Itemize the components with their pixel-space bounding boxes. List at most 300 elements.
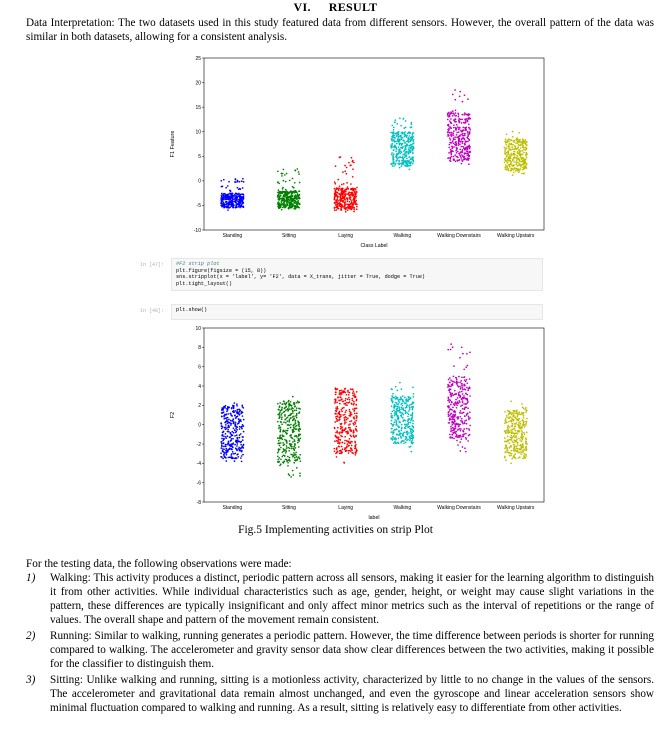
data-point xyxy=(408,410,410,412)
data-point xyxy=(233,427,235,429)
data-point xyxy=(517,165,519,167)
data-point xyxy=(347,186,349,188)
y-tick-label: 0 xyxy=(198,178,201,185)
data-point xyxy=(287,408,289,410)
data-point xyxy=(283,448,285,450)
data-point xyxy=(235,178,237,180)
data-point xyxy=(334,193,336,195)
data-point xyxy=(392,157,394,159)
data-point xyxy=(469,146,471,148)
data-point xyxy=(525,424,527,426)
data-point xyxy=(234,458,236,460)
data-point xyxy=(448,147,450,149)
data-point xyxy=(277,170,279,172)
data-point xyxy=(412,434,414,436)
data-point xyxy=(343,391,345,393)
data-point xyxy=(281,456,283,458)
data-point xyxy=(454,410,456,412)
data-point xyxy=(452,418,454,420)
data-point xyxy=(511,153,513,155)
data-point xyxy=(515,139,517,141)
data-point xyxy=(348,402,350,404)
data-point xyxy=(232,451,234,453)
data-point xyxy=(408,432,410,434)
data-point xyxy=(466,414,468,416)
y-tick-label: 20 xyxy=(195,80,201,87)
data-point xyxy=(288,406,290,408)
data-point xyxy=(406,439,408,441)
data-point xyxy=(281,407,283,409)
data-point xyxy=(412,152,414,154)
data-point xyxy=(296,402,298,404)
data-point xyxy=(396,135,398,137)
data-point xyxy=(525,146,527,148)
data-point xyxy=(520,426,522,428)
data-point xyxy=(504,411,506,413)
data-point xyxy=(285,189,287,191)
data-point xyxy=(455,115,457,117)
data-point xyxy=(293,187,295,189)
data-point xyxy=(515,422,517,424)
data-point xyxy=(222,458,224,460)
data-point xyxy=(456,137,458,139)
data-point xyxy=(223,436,225,438)
data-point xyxy=(278,417,280,419)
data-point xyxy=(282,173,284,175)
data-point xyxy=(459,95,461,97)
data-point xyxy=(227,194,229,196)
data-point xyxy=(353,416,355,418)
data-point xyxy=(405,151,407,153)
data-point xyxy=(449,113,451,115)
data-point xyxy=(345,211,347,213)
data-point xyxy=(515,441,517,443)
data-point xyxy=(297,442,299,444)
data-point xyxy=(348,207,350,209)
data-point xyxy=(291,444,293,446)
data-point xyxy=(227,457,229,459)
data-point xyxy=(336,418,338,420)
data-point xyxy=(405,147,407,149)
data-point xyxy=(343,200,345,202)
data-point xyxy=(517,141,519,143)
data-point xyxy=(458,392,460,394)
data-point xyxy=(229,437,231,439)
data-point xyxy=(345,189,347,191)
data-point xyxy=(334,207,336,209)
data-point xyxy=(390,144,392,146)
data-point xyxy=(510,455,512,457)
data-point xyxy=(450,379,452,381)
data-point xyxy=(455,377,457,379)
data-point xyxy=(504,441,506,443)
data-point xyxy=(402,143,404,145)
data-point xyxy=(506,155,508,157)
data-point xyxy=(394,404,396,406)
data-point xyxy=(350,414,352,416)
data-point xyxy=(505,432,507,434)
data-point xyxy=(412,423,414,425)
data-point xyxy=(398,437,400,439)
x-tick-label: Walking xyxy=(393,505,412,511)
data-point xyxy=(465,392,467,394)
data-point xyxy=(345,398,347,400)
data-point xyxy=(342,401,344,403)
data-point xyxy=(221,441,223,443)
data-point xyxy=(242,424,244,426)
data-point xyxy=(448,152,450,154)
data-point xyxy=(235,181,237,183)
data-point xyxy=(518,158,520,160)
data-point xyxy=(233,421,235,423)
data-point xyxy=(398,400,400,402)
data-point xyxy=(396,408,398,410)
data-point xyxy=(508,141,510,143)
data-point xyxy=(277,421,279,423)
data-point xyxy=(458,139,460,141)
data-point xyxy=(391,396,393,398)
data-point xyxy=(280,429,282,431)
data-point xyxy=(467,115,469,117)
data-point xyxy=(505,164,507,166)
data-point xyxy=(412,387,414,389)
data-point xyxy=(447,400,449,402)
data-point xyxy=(469,129,471,131)
y-tick-label: 10 xyxy=(195,129,201,136)
data-point xyxy=(467,135,469,137)
data-point xyxy=(346,402,348,404)
data-point xyxy=(456,156,458,158)
data-point xyxy=(344,195,346,197)
data-point xyxy=(401,427,403,429)
data-point xyxy=(280,447,282,449)
data-point xyxy=(241,461,243,463)
data-point xyxy=(339,446,341,448)
x-tick-label: Sitting xyxy=(282,505,296,511)
data-point xyxy=(465,119,467,121)
data-point xyxy=(447,113,449,115)
data-point xyxy=(398,134,400,136)
strip-series-walking-downstairs xyxy=(447,89,471,165)
data-point xyxy=(334,413,336,415)
data-point xyxy=(295,415,297,417)
data-point xyxy=(279,434,281,436)
code-cell-47[interactable] xyxy=(171,258,543,291)
data-point xyxy=(350,164,352,166)
data-point xyxy=(348,394,350,396)
x-tick-label: Walking xyxy=(393,233,412,239)
data-point xyxy=(466,394,468,396)
data-point xyxy=(349,421,351,423)
section-title: RESULT xyxy=(328,0,378,14)
data-point xyxy=(411,122,413,124)
data-point xyxy=(512,456,514,458)
data-point xyxy=(294,457,296,459)
data-point xyxy=(469,395,471,397)
data-point xyxy=(459,91,461,93)
data-point xyxy=(466,423,468,425)
data-point xyxy=(356,450,358,452)
data-point xyxy=(292,410,294,412)
strip-series-walking-upstairs xyxy=(504,400,528,464)
data-point xyxy=(236,437,238,439)
data-point xyxy=(455,121,457,123)
data-point xyxy=(293,202,295,204)
data-point xyxy=(469,155,471,157)
data-point xyxy=(238,201,240,203)
data-point xyxy=(518,169,520,171)
data-point xyxy=(468,163,470,165)
data-point xyxy=(518,457,520,459)
data-point xyxy=(286,441,288,443)
data-point xyxy=(461,385,463,387)
data-point xyxy=(452,424,454,426)
data-point xyxy=(513,161,515,163)
data-point xyxy=(287,465,289,467)
data-point xyxy=(516,450,518,452)
data-point xyxy=(449,418,451,420)
data-point xyxy=(401,138,403,140)
data-point xyxy=(279,431,281,433)
data-point xyxy=(222,186,224,188)
data-point xyxy=(336,420,338,422)
data-point xyxy=(464,415,466,417)
data-point xyxy=(235,417,237,419)
data-point xyxy=(280,458,282,460)
data-point xyxy=(511,146,513,148)
data-point xyxy=(223,443,225,445)
data-point xyxy=(398,399,400,401)
data-point xyxy=(354,413,356,415)
data-point xyxy=(461,422,463,424)
data-point xyxy=(515,418,517,420)
data-point xyxy=(283,169,285,171)
data-point xyxy=(289,199,291,201)
data-point xyxy=(280,204,282,206)
data-point xyxy=(460,396,462,398)
data-point xyxy=(408,149,410,151)
data-point xyxy=(288,450,290,452)
data-point xyxy=(240,419,242,421)
data-point xyxy=(335,204,337,206)
data-point xyxy=(399,167,401,169)
data-point xyxy=(394,146,396,148)
data-point xyxy=(514,447,516,449)
data-point xyxy=(519,411,521,413)
data-point xyxy=(401,144,403,146)
data-point xyxy=(347,198,349,200)
data-point xyxy=(393,161,395,163)
data-point xyxy=(462,430,464,432)
data-point xyxy=(467,141,469,143)
data-point xyxy=(468,419,470,421)
data-point xyxy=(391,125,393,127)
data-point xyxy=(280,442,282,444)
data-point xyxy=(508,159,510,161)
data-point xyxy=(240,457,242,459)
data-point xyxy=(278,427,280,429)
data-point xyxy=(467,137,469,139)
data-point xyxy=(223,201,225,203)
data-point xyxy=(455,401,457,403)
data-point xyxy=(334,427,336,429)
plot-frame xyxy=(204,328,544,502)
data-point xyxy=(520,166,522,168)
data-point xyxy=(350,196,352,198)
data-point xyxy=(354,421,356,423)
data-point xyxy=(349,450,351,452)
data-point xyxy=(235,441,237,443)
data-point xyxy=(298,408,300,410)
section-heading xyxy=(0,0,671,15)
data-point xyxy=(463,395,465,397)
data-point xyxy=(461,122,463,124)
data-point xyxy=(517,444,519,446)
data-point xyxy=(298,424,300,426)
data-point xyxy=(392,156,394,158)
data-point xyxy=(408,151,410,153)
data-point xyxy=(406,158,408,160)
data-point xyxy=(469,148,471,150)
y-tick-label: -5 xyxy=(196,203,201,210)
data-point xyxy=(509,416,511,418)
data-point xyxy=(393,165,395,167)
data-point xyxy=(351,157,353,159)
data-point xyxy=(456,423,458,425)
data-point xyxy=(228,425,230,427)
data-point xyxy=(397,416,399,418)
data-point xyxy=(458,128,460,130)
data-point xyxy=(452,132,454,134)
data-point xyxy=(394,429,396,431)
data-point xyxy=(225,448,227,450)
data-point xyxy=(353,162,355,164)
data-point xyxy=(237,409,239,411)
data-point xyxy=(460,157,462,159)
data-point xyxy=(278,461,280,463)
data-point xyxy=(523,421,525,423)
data-point xyxy=(506,417,508,419)
data-point xyxy=(232,193,234,195)
data-point xyxy=(280,421,282,423)
data-point xyxy=(505,418,507,420)
data-point xyxy=(459,386,461,388)
data-point xyxy=(460,420,462,422)
data-point xyxy=(292,205,294,207)
data-point xyxy=(337,187,339,189)
data-point xyxy=(448,128,450,130)
data-point xyxy=(402,154,404,156)
data-point xyxy=(226,419,228,421)
data-point xyxy=(282,190,284,192)
data-point xyxy=(281,175,283,177)
y-tick-label: 8 xyxy=(198,345,201,352)
data-point xyxy=(459,357,461,359)
data-point xyxy=(453,365,455,367)
data-point xyxy=(452,94,454,96)
data-point xyxy=(465,451,467,453)
data-point xyxy=(237,423,239,425)
data-point xyxy=(505,144,507,146)
data-point xyxy=(505,166,507,168)
data-point xyxy=(526,157,528,159)
data-point xyxy=(225,424,227,426)
data-point xyxy=(525,441,527,443)
data-point xyxy=(344,388,346,390)
data-point xyxy=(465,127,467,129)
data-point xyxy=(510,435,512,437)
data-point xyxy=(225,437,227,439)
data-point xyxy=(279,195,281,197)
data-point xyxy=(522,144,524,146)
data-point xyxy=(448,379,450,381)
data-point xyxy=(355,203,357,205)
data-point xyxy=(469,411,471,413)
data-point xyxy=(464,94,466,96)
data-point xyxy=(294,405,296,407)
data-point xyxy=(339,450,341,452)
data-point xyxy=(522,424,524,426)
data-point xyxy=(279,436,281,438)
data-point xyxy=(283,435,285,437)
data-point xyxy=(393,405,395,407)
data-point xyxy=(407,399,409,401)
data-point xyxy=(508,430,510,432)
data-point xyxy=(291,405,293,407)
data-point xyxy=(451,151,453,153)
data-point xyxy=(455,109,457,111)
data-point xyxy=(413,132,415,134)
data-point xyxy=(463,147,465,149)
data-point xyxy=(511,414,513,416)
code-cell-48[interactable] xyxy=(171,304,543,320)
data-point xyxy=(225,444,227,446)
data-point xyxy=(283,421,285,423)
data-point xyxy=(409,439,411,441)
data-point xyxy=(510,143,512,145)
data-point xyxy=(354,436,356,438)
data-point xyxy=(392,136,394,138)
data-point xyxy=(393,430,395,432)
data-point xyxy=(351,389,353,391)
data-point xyxy=(336,199,338,201)
data-point xyxy=(520,147,522,149)
data-point xyxy=(354,408,356,410)
data-point xyxy=(518,145,520,147)
data-point xyxy=(456,124,458,126)
data-point xyxy=(230,423,232,425)
data-point xyxy=(515,142,517,144)
data-point xyxy=(525,449,527,451)
data-point xyxy=(467,401,469,403)
data-point xyxy=(392,393,394,395)
data-point xyxy=(466,153,468,155)
data-point xyxy=(239,434,241,436)
data-point xyxy=(453,438,455,440)
data-point xyxy=(344,400,346,402)
data-point xyxy=(230,457,232,459)
data-point xyxy=(458,143,460,145)
data-point xyxy=(403,140,405,142)
data-point xyxy=(351,398,353,400)
data-point xyxy=(354,394,356,396)
data-point xyxy=(285,431,287,433)
data-point xyxy=(505,141,507,143)
data-point xyxy=(296,436,298,438)
y-tick-label: -8 xyxy=(196,499,201,506)
data-point xyxy=(523,142,525,144)
data-point xyxy=(451,148,453,150)
